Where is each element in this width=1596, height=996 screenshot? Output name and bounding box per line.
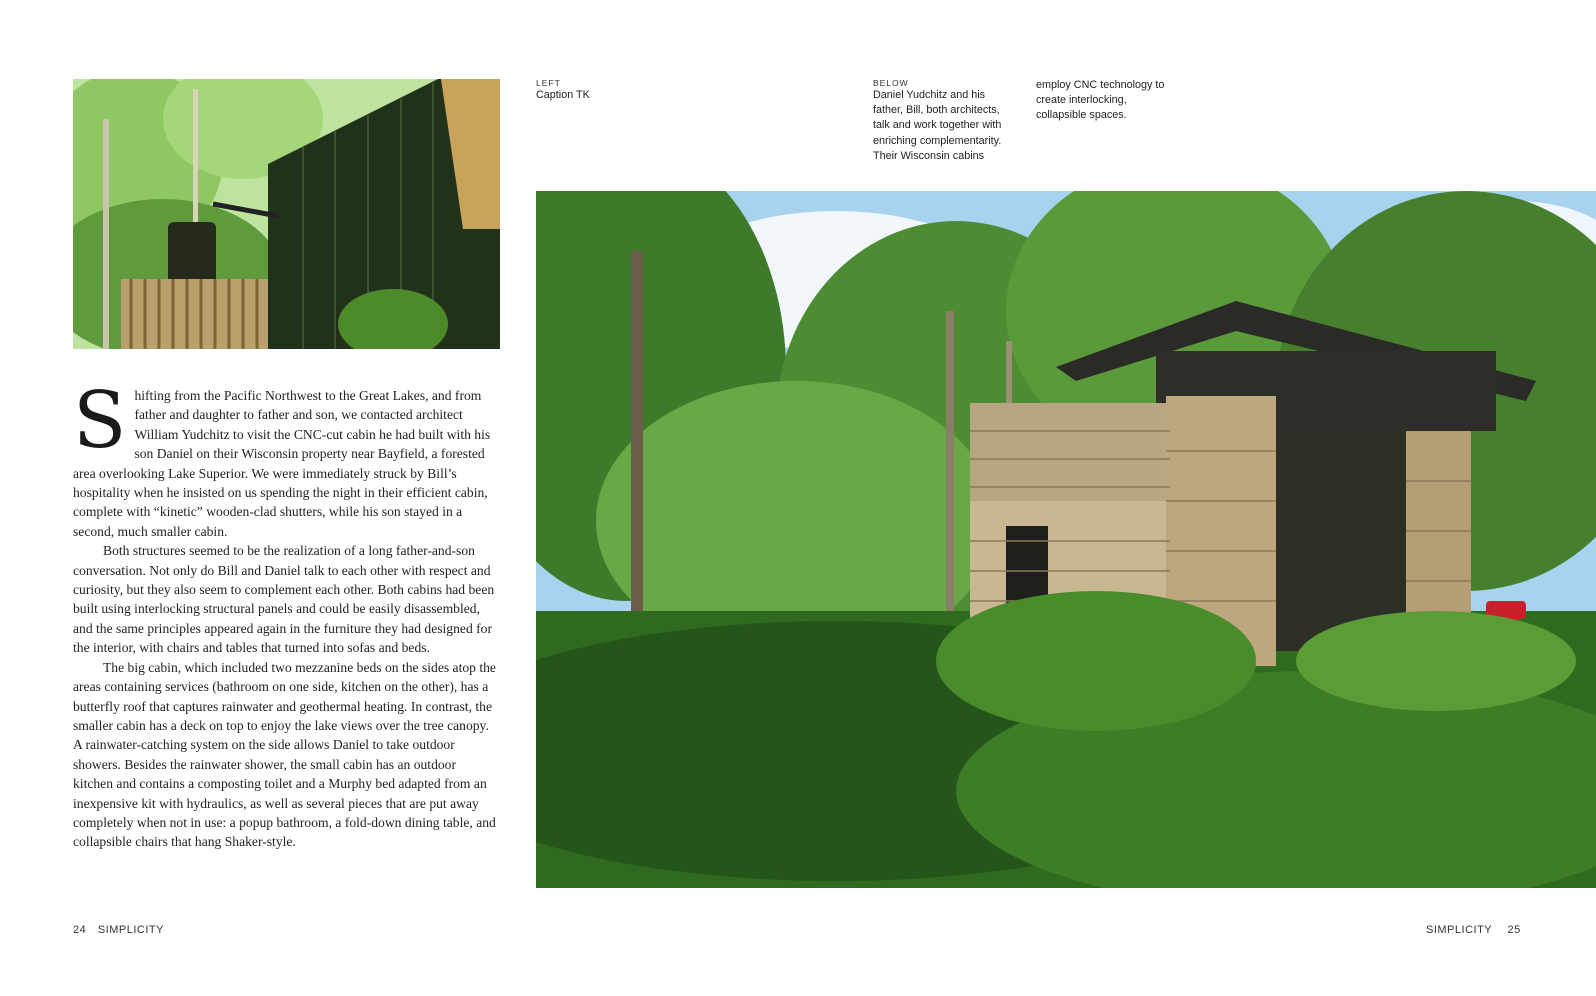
photo-cabin-detail	[73, 79, 500, 349]
caption-label: BELOW	[873, 78, 909, 88]
article-body	[73, 376, 498, 852]
caption-label: LEFT	[536, 78, 561, 88]
caption-text: Caption TK	[536, 89, 590, 101]
paragraph-2: Both structures seemed to be the realization of a long father-and-son conversation. Not only do Bill and Daniel talk to each other with respect and curiosity, but they also seem to complement each other. Both cabins had been built using interlocking structural panels and could be easily disassembled, and the same principles appeared again in the furniture they had designed for the interior, with chairs and tables that turned into sofas and beds.	[73, 543, 495, 656]
page-number: 24	[73, 924, 87, 936]
caption-text-col2: employ CNC technology to create interlocking, collapsible spaces.	[1036, 79, 1165, 122]
section-name: SIMPLICITY	[1426, 924, 1492, 936]
caption-left	[536, 78, 736, 103]
folio-right	[1426, 924, 1521, 936]
caption-below	[873, 78, 1018, 164]
caption-text-col1: Daniel Yudchitz and his father, Bill, both architects, talk and work together with enriching complementarity. Their Wisconsin cabins	[873, 89, 1002, 162]
paragraph-3: The big cabin, which included two mezzanine beds on the sides atop the areas containing services (bathroom on one side, kitchen on the other), has a butterfly roof that captures rainwater and geothermal heating. In contrast, the smaller cabin has a deck on top to enjoy the lake views over the tree canopy. A rainwater-catching system on the side allows Daniel to take outdoor showers. Besides the rainwater shower, the small cabin has an outdoor kitchen and contains a composting toilet and a Murphy bed adapted from an inexpensive kit with hydraulics, as well as several pieces that are put away completely when not in use: a popup bathroom, a fold-down dining table, and collapsible chairs that hang Shaker-style.	[73, 659, 496, 850]
drop-cap: S	[73, 376, 127, 466]
section-name: SIMPLICITY	[97, 924, 164, 936]
paragraph-1: Shifting from the Pacific Northwest to the Great Lakes, and from father and daughter to father and son, we contacted architect William Yudchitz to visit the CNC-cut cabin he had built with his son Daniel on their Wisconsin property near Bayfield, a forested area overlooking Lake Superior. We were immediately struck by Bill’s hospitality when he insisted on us spending the night in their efficient cabin, complete with “kinetic” wooden-clad shutters, while his son stayed in a second, much smaller cabin.	[73, 376, 491, 539]
page-number: 25	[1507, 924, 1521, 936]
folio-left	[73, 924, 164, 936]
photo-cabin-forest	[536, 191, 1596, 888]
